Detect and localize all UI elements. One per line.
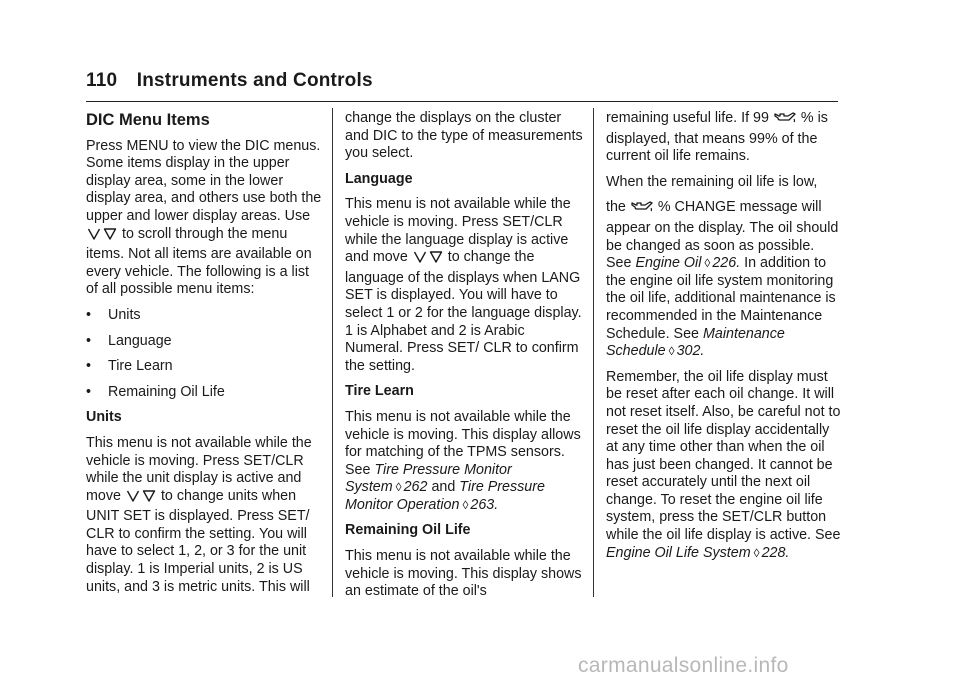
oil-low-paragraph: When the remaining oil life is low, (606, 173, 818, 190)
arrow-up-icon (413, 250, 427, 270)
oil-can-icon (774, 111, 796, 131)
dic-menu-items-heading: DIC Menu Items (86, 111, 210, 129)
page-ref[interactable]: 262 (403, 479, 428, 496)
language-paragraph: This menu is not available while the vehicle is moving. Press SET/CLR while the language display is active and move to change the language of the displays when LANG SET is displayed. You will have to select 1 or 2 for the language display. 1 is Alphabet and 2 is Arabic Numeral. Press SET/ CLR to confirm the setting. (345, 196, 582, 374)
page-ref[interactable]: 263. (470, 496, 499, 513)
page-ref-icon: ◊ (753, 545, 760, 560)
tire-learn-paragraph: This menu is not available while the vehicle is moving. This display allows for matching of the TPMS sensors. See Tire Pressure Monitor System ◊ 262 and Tire Pressure Monitor Operation ◊ 263. (345, 408, 581, 513)
page-ref[interactable]: 302. (676, 343, 705, 360)
engine-oil-life-system-link[interactable]: Engine Oil Life System (606, 544, 751, 561)
tpms-link[interactable]: Tire Pressure Monitor System (345, 461, 512, 496)
page-ref[interactable]: 228. (761, 544, 790, 561)
units-continued-paragraph: change the displays on the cluster and DIC to the type of measurements you select. (345, 110, 583, 162)
page-ref[interactable]: 226. (712, 255, 741, 272)
page-header (86, 70, 373, 92)
list-item: • Units (86, 306, 141, 323)
page-ref-icon: ◊ (462, 497, 469, 512)
tire-learn-heading: Tire Learn (345, 383, 414, 400)
page-ref-icon: ◊ (704, 256, 711, 271)
header-rule (86, 101, 838, 102)
units-paragraph: This menu is not available while the vehicle is moving. Press SET/CLR while the unit display is active and move to change units when UNIT SET is displayed. Press SET/ CLR to confirm the setting. You will have to select 1, 2, or 3 for the unit display. 1 is Imperial units, 2 is US units, and 3 is metric units. This will (86, 434, 312, 595)
intro-paragraph: Press MENU to view the DIC menus. Some items display in the upper display area, some in the lower display area, and others use both the upper and lower display areas. Use to scroll through the menu items. Not all items are available on every vehicle. The following is a list of all possible menu items: (86, 137, 322, 298)
arrow-up-icon (126, 489, 140, 509)
column-1 (86, 108, 324, 604)
column-2 (345, 108, 583, 609)
page-number: 110 (86, 70, 118, 91)
units-heading: Units (86, 409, 122, 426)
tire-pressure-operation-link[interactable]: Tire Pressure Monitor Operation (345, 479, 545, 513)
column-divider (332, 108, 333, 597)
column-divider (593, 108, 594, 597)
remaining-oil-life-heading: Remaining Oil Life (345, 522, 471, 539)
arrow-down-icon (142, 489, 156, 509)
arrow-down-icon (429, 250, 443, 270)
watermark: carmanualsonline.info (578, 654, 789, 677)
oil-reset-paragraph: Remember, the oil life display must be reset after each oil change. It will not reset itself. Also, be careful not to reset the oil life display accidentally at any time other than when the oil has just been changed. It cannot be reset accurately until the next oil change. To reset the engine oil life system, press the SET/CLR button while the oil life display is active. See Engine Oil Life System ◊ 228. (606, 368, 841, 561)
arrow-up-icon (87, 227, 101, 247)
column-3 (606, 108, 842, 570)
menu-items-list (86, 307, 324, 401)
list-item: • Remaining Oil Life (86, 383, 225, 400)
arrow-down-icon (103, 227, 117, 247)
page-ref-icon: ◊ (668, 344, 675, 359)
language-heading: Language (345, 170, 413, 187)
oil-can-icon (631, 200, 653, 220)
oil-change-paragraph: the % CHANGE message will appear on the display. The oil should be changed as soon as possible. See Engine Oil ◊ 226. In addition to the engine oil life system monitoring the oil life, additional maintenance is recommended in the Maintenance Schedule. See Maintenance Schedule ◊ 302. (606, 199, 839, 360)
list-item: • Language (86, 332, 172, 349)
list-item: • Tire Learn (86, 358, 173, 375)
maintenance-schedule-link[interactable]: Maintenance Schedule (606, 325, 785, 360)
oil-life-paragraph: This menu is not available while the vehicle is moving. This display shows an estimate of the oil's (345, 548, 582, 600)
oil-life-continued-paragraph: remaining useful life. If 99 % is displayed, that means 99% of the current oil life remains. (606, 110, 828, 165)
engine-oil-link[interactable]: Engine Oil (635, 255, 702, 272)
section-title: Instruments and Controls (136, 70, 373, 91)
page-ref-icon: ◊ (395, 480, 402, 495)
